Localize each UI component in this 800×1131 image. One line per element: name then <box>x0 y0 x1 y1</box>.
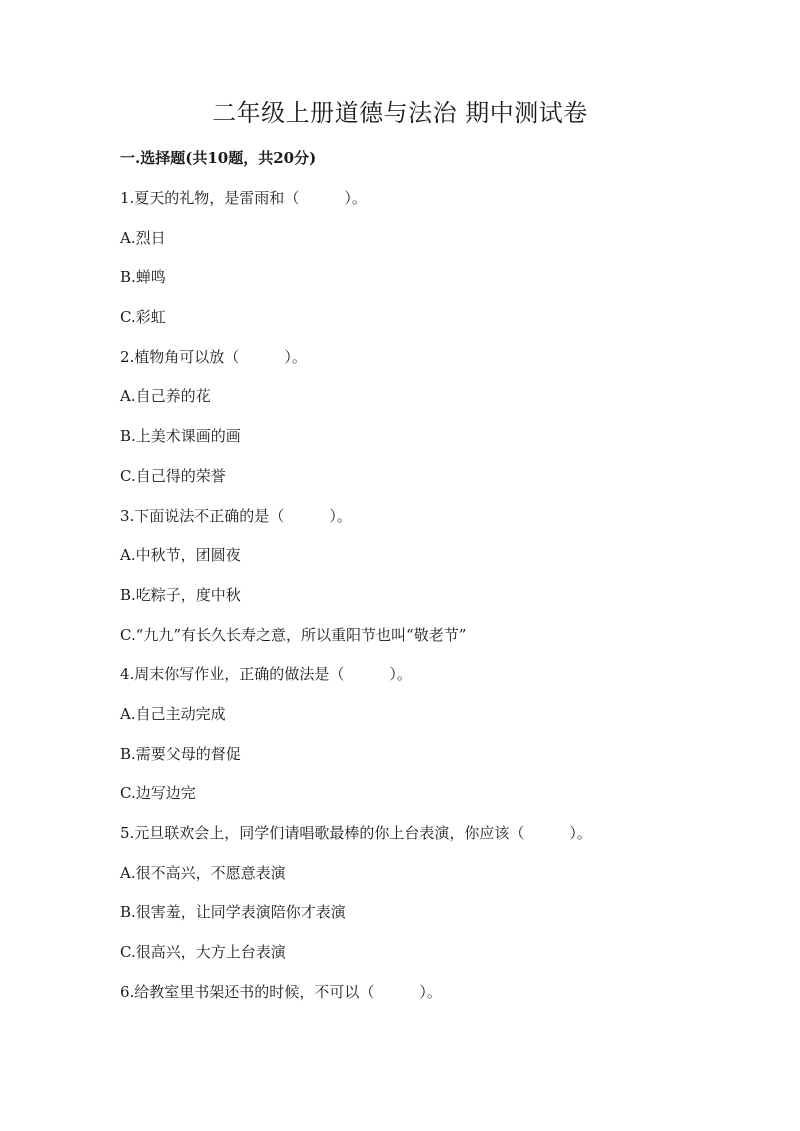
question-3: 3.下面说法不正确的是（ ）。 <box>120 506 352 525</box>
question-1-option-c: C.彩虹 <box>120 308 166 327</box>
question-3-option-a: A.中秋节，团圆夜 <box>120 546 241 565</box>
question-2-option-a: A.自己养的花 <box>120 387 211 406</box>
question-4-option-a: A.自己主动完成 <box>120 704 226 723</box>
question-5: 5.元旦联欢会上，同学们请唱歌最棒的你上台表演，你应该（ ）。 <box>120 824 592 842</box>
question-5-option-c: C.很高兴，大方上台表演 <box>120 943 286 962</box>
question-2-option-b: B.上美术课画的画 <box>120 427 241 446</box>
question-2: 2.植物角可以放（ ）。 <box>120 347 307 366</box>
question-4-option-b: B.需要父母的督促 <box>120 744 241 763</box>
question-2-option-c: C.自己得的荣誉 <box>120 466 226 485</box>
question-4: 4.周末你写作业，正确的做法是（ ）。 <box>120 665 412 684</box>
question-1-option-a: A.烈日 <box>120 228 166 247</box>
question-1-option-b: B.蝉鸣 <box>120 268 166 287</box>
question-1: 1.夏天的礼物，是雷雨和（ ）。 <box>120 189 367 207</box>
question-6: 6.给教室里书架还书的时候，不可以（ ）。 <box>120 982 442 1001</box>
section-heading: 一.选择题(共10题，共20分) <box>120 149 317 167</box>
question-5-option-b: B.很害羞，让同学表演陪你才表演 <box>120 903 346 922</box>
question-4-option-c: C.边写边完 <box>120 784 196 803</box>
question-list <box>120 188 740 1021</box>
page-title: 二年级上册道德与法治 期中测试卷 <box>212 99 588 127</box>
question-3-option-c: C.“九九”有长久长寿之意，所以重阳节也叫“敬老节” <box>120 625 467 644</box>
question-3-option-b: B.吃粽子，度中秋 <box>120 585 241 604</box>
question-5-option-a: A.很不高兴，不愿意表演 <box>120 863 286 882</box>
